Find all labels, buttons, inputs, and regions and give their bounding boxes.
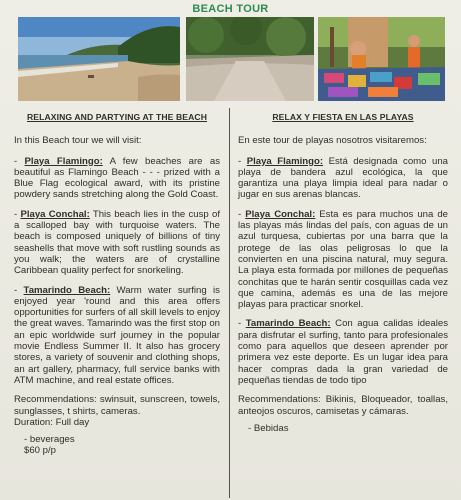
page-title: BEACH TOUR xyxy=(192,3,269,15)
photo-beach-road xyxy=(186,17,314,101)
spanish-beverages: - Bebidas xyxy=(248,422,289,434)
english-beverages: - beverages xyxy=(24,434,75,446)
spanish-flamingo: - Playa Flamingo: Está designada como una playa de bandera azul ecológica, la que garantiza una playa limpia ideal para nadar o jugar en sus arenas blancas. xyxy=(238,155,448,201)
photo-souvenir-market xyxy=(318,17,445,101)
spanish-intro: En este tour de playas nosotros visitaremos: xyxy=(238,135,427,147)
english-column xyxy=(14,112,220,457)
english-flamingo: - Playa Flamingo: A few beaches are as beautiful as Flamingo Beach - - - prized with a Blue Flag ecological award, with its pristine powdery sands stretching along the Gold Coast. xyxy=(14,155,220,201)
english-duration: Duration: Full day xyxy=(14,416,90,428)
english-tamarindo: - Tamarindo Beach: Warm water surfing is enjoyed year 'round and this area offers opportunities for surfers of all skill levels to enjoy the great waves. Tamarindo was the first stop on an epic worldwide surf journey in the popular movie Endless Summer II. It also has grocery stores, a variety of souvenir and clothing shops, an art gallery, pharmacy, full service banks with ATM machine, and real estate offices. xyxy=(14,284,220,386)
spanish-recommendations: Recommendations: Bikinis, Bloqueador, toallas, anteojos oscuros, camisetas y cámaras. xyxy=(238,394,448,417)
spanish-tamarindo: - Tamarindo Beach: Con agua calidas ideales para disfrutar el surfing, tanto para profesionales como para aquellos que deseen aprender por primera vez este deporte. Es un lugar idea para hacer compras dada la gran variedad de pequeñas tiendas de todo tipo xyxy=(238,318,448,386)
tour-price: $60 p/p xyxy=(24,445,57,457)
english-conchal: - Playa Conchal: This beach lies in the cusp of a scalloped bay with turquoise waters. The beach is composed uniquely of billions of tiny seashells that move with soft rustling sounds as you walk; the waters are of crystalline Caribbean quality perfect for snorkeling. xyxy=(14,208,220,277)
spanish-column xyxy=(238,112,448,434)
english-intro: In this Beach tour we will visit: xyxy=(14,135,142,147)
english-heading: RELAXING AND PARTYING AT THE BEACH xyxy=(26,112,208,122)
column-divider xyxy=(229,108,230,498)
spanish-heading: RELAX Y FIESTA EN LAS PLAYAS xyxy=(272,112,414,122)
spanish-conchal: - Playa Conchal: Esta es para muchos una de las playas más lindas del país, con aguas de un azul turquesa, cubiertas por una barra que la protege de las olas peligrosas lo que la convierten en una piscina natural, muy segura. La playa esta formada por millones de pequeñas conchitas que te harán sentir cosquillas cada vez que camina, además es una de las mejore playas para practicar snorkel. xyxy=(238,208,449,311)
photo-beach-shoreline xyxy=(18,17,180,101)
english-recommendations: Recommendations: swinsuit, sunscreen, towels, sunglasses, t shirts, cameras. xyxy=(14,394,220,417)
